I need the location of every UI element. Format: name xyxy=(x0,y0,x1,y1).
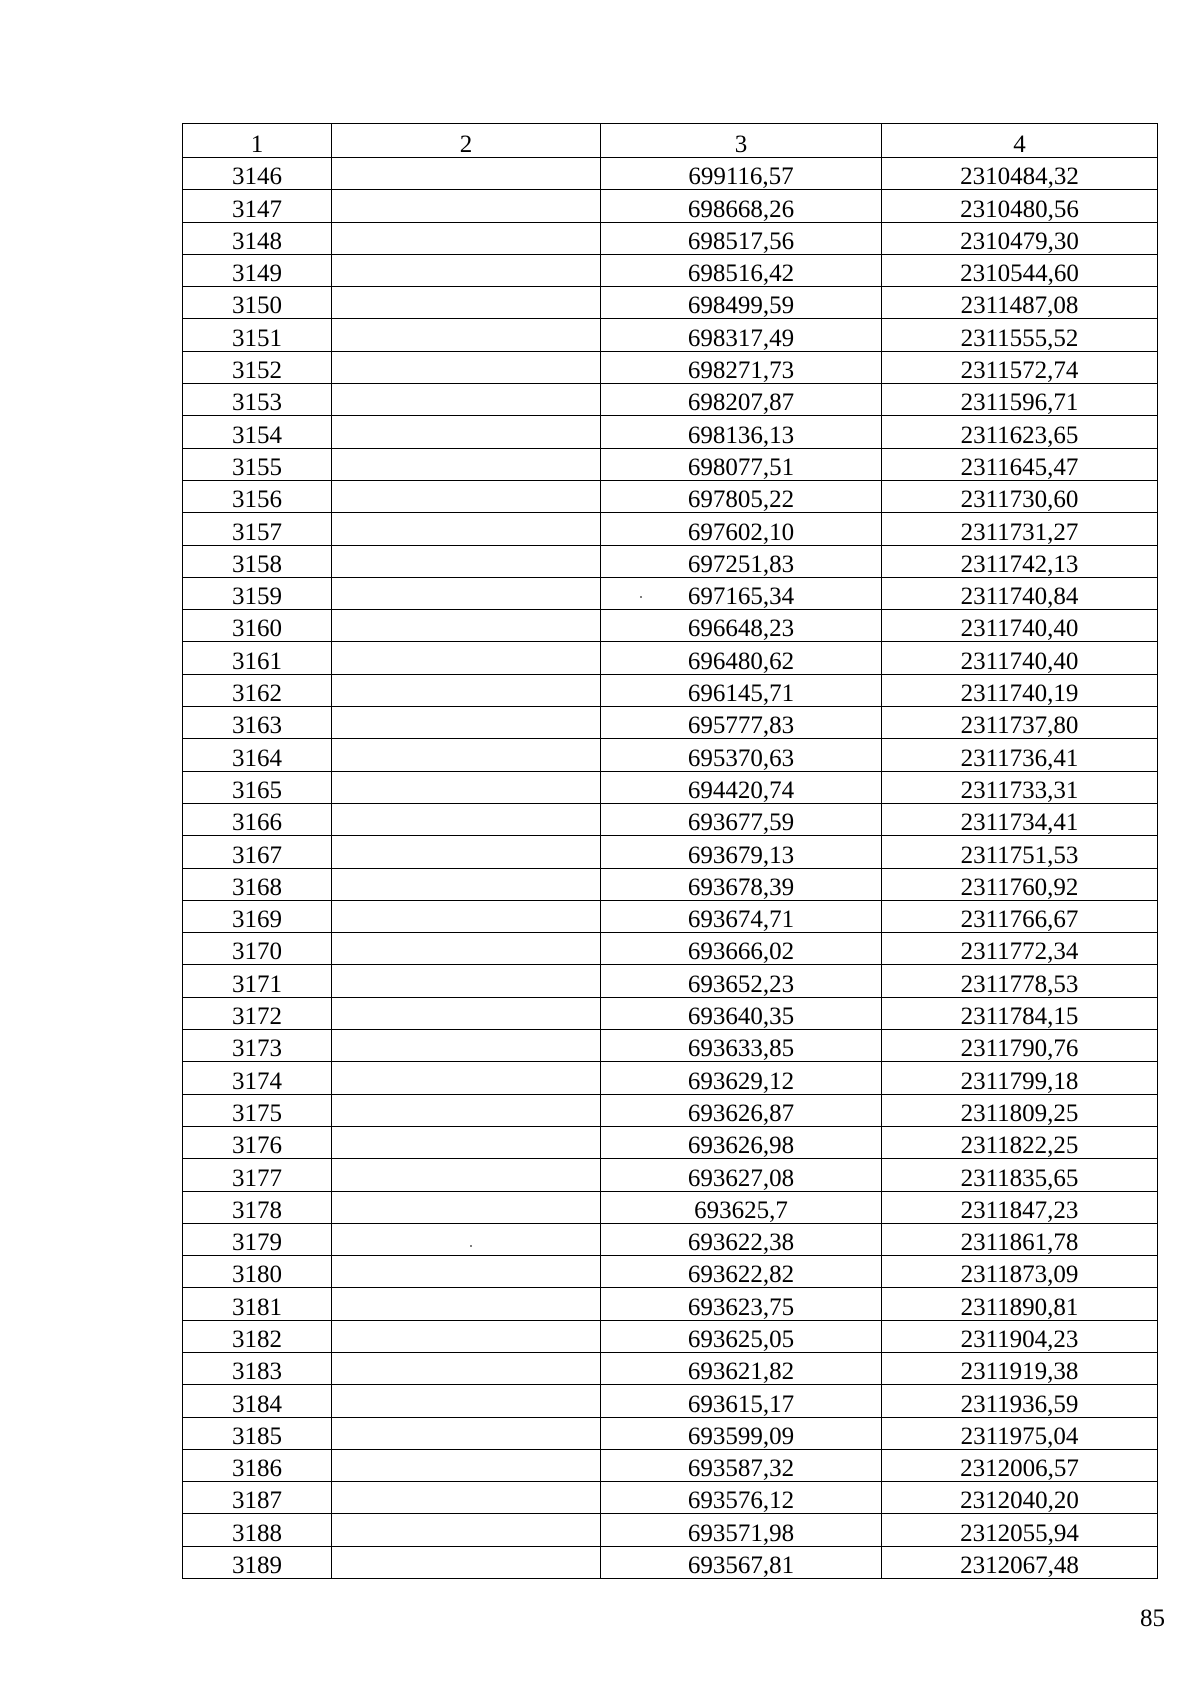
table-cell-col-4: 2311904,23 xyxy=(882,1320,1158,1352)
table-cell-col-1: 3167 xyxy=(183,836,332,868)
table-cell-col-3: 693622,82 xyxy=(601,1256,882,1288)
table-cell-col-2 xyxy=(332,836,601,868)
table-row xyxy=(183,1030,1158,1062)
table-cell-col-4: 2311919,38 xyxy=(882,1352,1158,1384)
table-row xyxy=(183,448,1158,480)
table-cell-col-1: 3153 xyxy=(183,384,332,416)
table-cell-col-3: 693622,38 xyxy=(601,1223,882,1255)
table-row xyxy=(183,1223,1158,1255)
table-cell-col-4: 2311847,23 xyxy=(882,1191,1158,1223)
table-cell-col-3: 693677,59 xyxy=(601,803,882,835)
table-cell-col-3: 693640,35 xyxy=(601,997,882,1029)
table-row xyxy=(183,416,1158,448)
table-cell-col-2 xyxy=(332,384,601,416)
table-cell-col-2 xyxy=(332,1320,601,1352)
table-cell-col-3: 693652,23 xyxy=(601,965,882,997)
table-cell-col-1: 3186 xyxy=(183,1449,332,1481)
table-cell-col-3: 693629,12 xyxy=(601,1062,882,1094)
table-cell-col-1: 3168 xyxy=(183,868,332,900)
table-row xyxy=(183,997,1158,1029)
table-row xyxy=(183,1546,1158,1578)
table-cell-col-3: 698499,59 xyxy=(601,287,882,319)
table-row xyxy=(183,222,1158,254)
table-cell-col-2 xyxy=(332,1062,601,1094)
table-row xyxy=(183,674,1158,706)
table-cell-col-4: 2311822,25 xyxy=(882,1126,1158,1158)
table-cell-col-2 xyxy=(332,771,601,803)
table-cell-col-4: 2311733,31 xyxy=(882,771,1158,803)
table-cell-col-1: 3154 xyxy=(183,416,332,448)
table-cell-col-3: 697805,22 xyxy=(601,480,882,512)
column-header-2: 2 xyxy=(332,124,601,158)
table-cell-col-3: 694420,74 xyxy=(601,771,882,803)
table-cell-col-2 xyxy=(332,222,601,254)
table-cell-col-2 xyxy=(332,1288,601,1320)
table-row xyxy=(183,384,1158,416)
table-row xyxy=(183,254,1158,286)
table-cell-col-2 xyxy=(332,1352,601,1384)
table-row xyxy=(183,190,1158,222)
table-cell-col-1: 3166 xyxy=(183,803,332,835)
table-cell-col-4: 2311645,47 xyxy=(882,448,1158,480)
table-body xyxy=(183,158,1158,1579)
table-cell-col-2 xyxy=(332,674,601,706)
table-cell-col-4: 2311784,15 xyxy=(882,997,1158,1029)
table-row xyxy=(183,1449,1158,1481)
table-cell-col-2 xyxy=(332,448,601,480)
table-cell-col-3: 696480,62 xyxy=(601,642,882,674)
table-cell-col-4: 2311772,34 xyxy=(882,933,1158,965)
table-row xyxy=(183,1191,1158,1223)
table-cell-col-3: 693599,09 xyxy=(601,1417,882,1449)
table-row xyxy=(183,1417,1158,1449)
table-row xyxy=(183,513,1158,545)
table-cell-col-1: 3175 xyxy=(183,1094,332,1126)
table-cell-col-2 xyxy=(332,1546,601,1578)
table-cell-col-4: 2310484,32 xyxy=(882,158,1158,190)
table-cell-col-3: 698271,73 xyxy=(601,351,882,383)
table-cell-col-4: 2311740,40 xyxy=(882,610,1158,642)
table-cell-col-1: 3161 xyxy=(183,642,332,674)
table-cell-col-3: 693625,05 xyxy=(601,1320,882,1352)
table-cell-col-1: 3172 xyxy=(183,997,332,1029)
table-cell-col-2 xyxy=(332,933,601,965)
table-cell-col-1: 3182 xyxy=(183,1320,332,1352)
table-cell-col-4: 2311734,41 xyxy=(882,803,1158,835)
table-cell-col-4: 2311861,78 xyxy=(882,1223,1158,1255)
table-cell-col-2 xyxy=(332,351,601,383)
table-cell-col-3: 698317,49 xyxy=(601,319,882,351)
table-cell-col-3: 698077,51 xyxy=(601,448,882,480)
table-cell-col-3: 698136,13 xyxy=(601,416,882,448)
table-cell-col-2 xyxy=(332,1482,601,1514)
table-cell-col-2 xyxy=(332,803,601,835)
table-cell-col-1: 3158 xyxy=(183,545,332,577)
table-cell-col-4: 2312040,20 xyxy=(882,1482,1158,1514)
table-row xyxy=(183,1256,1158,1288)
table-cell-col-1: 3165 xyxy=(183,771,332,803)
table-row xyxy=(183,577,1158,609)
table-cell-col-2 xyxy=(332,1514,601,1546)
table-cell-col-1: 3155 xyxy=(183,448,332,480)
table-cell-col-3: 699116,57 xyxy=(601,158,882,190)
table-cell-col-2 xyxy=(332,1126,601,1158)
table-cell-col-2 xyxy=(332,642,601,674)
table-cell-col-1: 3159 xyxy=(183,577,332,609)
table-cell-col-4: 2311751,53 xyxy=(882,836,1158,868)
table-cell-col-1: 3184 xyxy=(183,1385,332,1417)
table-cell-col-3: 693674,71 xyxy=(601,900,882,932)
table-cell-col-3: 697602,10 xyxy=(601,513,882,545)
table-cell-col-2 xyxy=(332,739,601,771)
table-row xyxy=(183,707,1158,739)
table-cell-col-3: 697165,34 xyxy=(601,577,882,609)
table-cell-col-4: 2312067,48 xyxy=(882,1546,1158,1578)
table-cell-col-1: 3171 xyxy=(183,965,332,997)
table-cell-col-1: 3185 xyxy=(183,1417,332,1449)
table-row xyxy=(183,1094,1158,1126)
table-row xyxy=(183,1352,1158,1384)
table-cell-col-4: 2311760,92 xyxy=(882,868,1158,900)
table-cell-col-2 xyxy=(332,610,601,642)
table-row xyxy=(183,642,1158,674)
table-cell-col-1: 3149 xyxy=(183,254,332,286)
table-cell-col-4: 2311873,09 xyxy=(882,1256,1158,1288)
table-cell-col-4: 2311790,76 xyxy=(882,1030,1158,1062)
table-row xyxy=(183,1288,1158,1320)
table-cell-col-1: 3152 xyxy=(183,351,332,383)
table-cell-col-2 xyxy=(332,900,601,932)
table-cell-col-3: 698668,26 xyxy=(601,190,882,222)
table-cell-col-3: 693666,02 xyxy=(601,933,882,965)
table-cell-col-1: 3151 xyxy=(183,319,332,351)
scan-speck xyxy=(470,1245,472,1247)
table-row xyxy=(183,545,1158,577)
column-header-1: 1 xyxy=(183,124,332,158)
table-cell-col-4: 2311730,60 xyxy=(882,480,1158,512)
table-cell-col-4: 2311572,74 xyxy=(882,351,1158,383)
table-row xyxy=(183,158,1158,190)
table-cell-col-3: 693587,32 xyxy=(601,1449,882,1481)
table-cell-col-3: 693633,85 xyxy=(601,1030,882,1062)
table-cell-col-3: 698517,56 xyxy=(601,222,882,254)
table-cell-col-1: 3183 xyxy=(183,1352,332,1384)
table-cell-col-4: 2312055,94 xyxy=(882,1514,1158,1546)
table-cell-col-2 xyxy=(332,319,601,351)
table-cell-col-2 xyxy=(332,1223,601,1255)
table-cell-col-1: 3174 xyxy=(183,1062,332,1094)
table-row xyxy=(183,803,1158,835)
table-row xyxy=(183,1126,1158,1158)
table-cell-col-3: 698516,42 xyxy=(601,254,882,286)
table-cell-col-1: 3177 xyxy=(183,1159,332,1191)
table-cell-col-3: 693567,81 xyxy=(601,1546,882,1578)
table-cell-col-1: 3187 xyxy=(183,1482,332,1514)
table-row xyxy=(183,868,1158,900)
table-cell-col-3: 693621,82 xyxy=(601,1352,882,1384)
table-cell-col-4: 2311809,25 xyxy=(882,1094,1158,1126)
table-cell-col-3: 693576,12 xyxy=(601,1482,882,1514)
table-cell-col-2 xyxy=(332,965,601,997)
table-row xyxy=(183,836,1158,868)
table-cell-col-4: 2311731,27 xyxy=(882,513,1158,545)
table-cell-col-3: 693625,7 xyxy=(601,1191,882,1223)
table-cell-col-1: 3173 xyxy=(183,1030,332,1062)
table-cell-col-4: 2312006,57 xyxy=(882,1449,1158,1481)
table-cell-col-3: 695777,83 xyxy=(601,707,882,739)
table-cell-col-2 xyxy=(332,1385,601,1417)
table-cell-col-3: 696145,71 xyxy=(601,674,882,706)
table-cell-col-4: 2311596,71 xyxy=(882,384,1158,416)
table-cell-col-1: 3170 xyxy=(183,933,332,965)
table-header-row xyxy=(183,124,1158,158)
scan-speck xyxy=(640,596,642,598)
table-cell-col-2 xyxy=(332,1094,601,1126)
table-cell-col-2 xyxy=(332,480,601,512)
column-header-3: 3 xyxy=(601,124,882,158)
table-cell-col-4: 2311835,65 xyxy=(882,1159,1158,1191)
table-cell-col-4: 2311799,18 xyxy=(882,1062,1158,1094)
table-row xyxy=(183,900,1158,932)
table-cell-col-2 xyxy=(332,1449,601,1481)
table-cell-col-4: 2311742,13 xyxy=(882,545,1158,577)
table-cell-col-4: 2311936,59 xyxy=(882,1385,1158,1417)
table-cell-col-1: 3178 xyxy=(183,1191,332,1223)
table-cell-col-1: 3181 xyxy=(183,1288,332,1320)
table-cell-col-1: 3189 xyxy=(183,1546,332,1578)
table-cell-col-1: 3162 xyxy=(183,674,332,706)
table-cell-col-2 xyxy=(332,545,601,577)
table-row xyxy=(183,771,1158,803)
table-cell-col-1: 3169 xyxy=(183,900,332,932)
table-cell-col-4: 2311890,81 xyxy=(882,1288,1158,1320)
table-cell-col-3: 693626,98 xyxy=(601,1126,882,1158)
table-cell-col-4: 2311740,84 xyxy=(882,577,1158,609)
page-number: 85 xyxy=(1140,1605,1165,1632)
table-cell-col-4: 2311737,80 xyxy=(882,707,1158,739)
table-cell-col-4: 2311487,08 xyxy=(882,287,1158,319)
table-cell-col-2 xyxy=(332,1030,601,1062)
table-cell-col-2 xyxy=(332,158,601,190)
table-cell-col-2 xyxy=(332,416,601,448)
table-row xyxy=(183,739,1158,771)
table-cell-col-1: 3176 xyxy=(183,1126,332,1158)
table-cell-col-1: 3157 xyxy=(183,513,332,545)
table-cell-col-1: 3163 xyxy=(183,707,332,739)
table-cell-col-1: 3179 xyxy=(183,1223,332,1255)
table-cell-col-3: 693571,98 xyxy=(601,1514,882,1546)
table-row xyxy=(183,933,1158,965)
table-row xyxy=(183,1482,1158,1514)
table-cell-col-4: 2310480,56 xyxy=(882,190,1158,222)
table-cell-col-4: 2310544,60 xyxy=(882,254,1158,286)
table-cell-col-2 xyxy=(332,868,601,900)
table-cell-col-2 xyxy=(332,190,601,222)
table-cell-col-4: 2311975,04 xyxy=(882,1417,1158,1449)
table-cell-col-1: 3160 xyxy=(183,610,332,642)
table-cell-col-2 xyxy=(332,1256,601,1288)
table-cell-col-3: 695370,63 xyxy=(601,739,882,771)
table-row xyxy=(183,1385,1158,1417)
table-cell-col-3: 693626,87 xyxy=(601,1094,882,1126)
column-header-4: 4 xyxy=(882,124,1158,158)
table-row xyxy=(183,287,1158,319)
table-cell-col-3: 693679,13 xyxy=(601,836,882,868)
table-cell-col-2 xyxy=(332,707,601,739)
table-cell-col-3: 693627,08 xyxy=(601,1159,882,1191)
table-row xyxy=(183,1320,1158,1352)
table-row xyxy=(183,610,1158,642)
table-row xyxy=(183,351,1158,383)
table-cell-col-2 xyxy=(332,577,601,609)
table-cell-col-2 xyxy=(332,1191,601,1223)
table-cell-col-3: 697251,83 xyxy=(601,545,882,577)
coordinates-table xyxy=(182,123,1158,1579)
table-cell-col-2 xyxy=(332,997,601,1029)
table-cell-col-4: 2311766,67 xyxy=(882,900,1158,932)
table-cell-col-2 xyxy=(332,287,601,319)
table-cell-col-2 xyxy=(332,254,601,286)
table-cell-col-1: 3148 xyxy=(183,222,332,254)
table-cell-col-3: 696648,23 xyxy=(601,610,882,642)
table-cell-col-1: 3156 xyxy=(183,480,332,512)
table-row xyxy=(183,480,1158,512)
table-cell-col-4: 2310479,30 xyxy=(882,222,1158,254)
table-row xyxy=(183,965,1158,997)
table-cell-col-1: 3147 xyxy=(183,190,332,222)
table-cell-col-1: 3164 xyxy=(183,739,332,771)
table-cell-col-1: 3188 xyxy=(183,1514,332,1546)
table-cell-col-4: 2311740,40 xyxy=(882,642,1158,674)
table-cell-col-3: 693678,39 xyxy=(601,868,882,900)
table-cell-col-2 xyxy=(332,1159,601,1191)
table-cell-col-2 xyxy=(332,513,601,545)
table-cell-col-3: 693615,17 xyxy=(601,1385,882,1417)
table-row xyxy=(183,1062,1158,1094)
table-cell-col-1: 3180 xyxy=(183,1256,332,1288)
table-cell-col-3: 693623,75 xyxy=(601,1288,882,1320)
table-row xyxy=(183,1514,1158,1546)
table-row xyxy=(183,1159,1158,1191)
table-cell-col-4: 2311736,41 xyxy=(882,739,1158,771)
table-cell-col-1: 3146 xyxy=(183,158,332,190)
table-cell-col-4: 2311778,53 xyxy=(882,965,1158,997)
table-cell-col-4: 2311555,52 xyxy=(882,319,1158,351)
table-cell-col-2 xyxy=(332,1417,601,1449)
table-row xyxy=(183,319,1158,351)
table-cell-col-4: 2311623,65 xyxy=(882,416,1158,448)
table-cell-col-4: 2311740,19 xyxy=(882,674,1158,706)
table-cell-col-3: 698207,87 xyxy=(601,384,882,416)
table-cell-col-1: 3150 xyxy=(183,287,332,319)
